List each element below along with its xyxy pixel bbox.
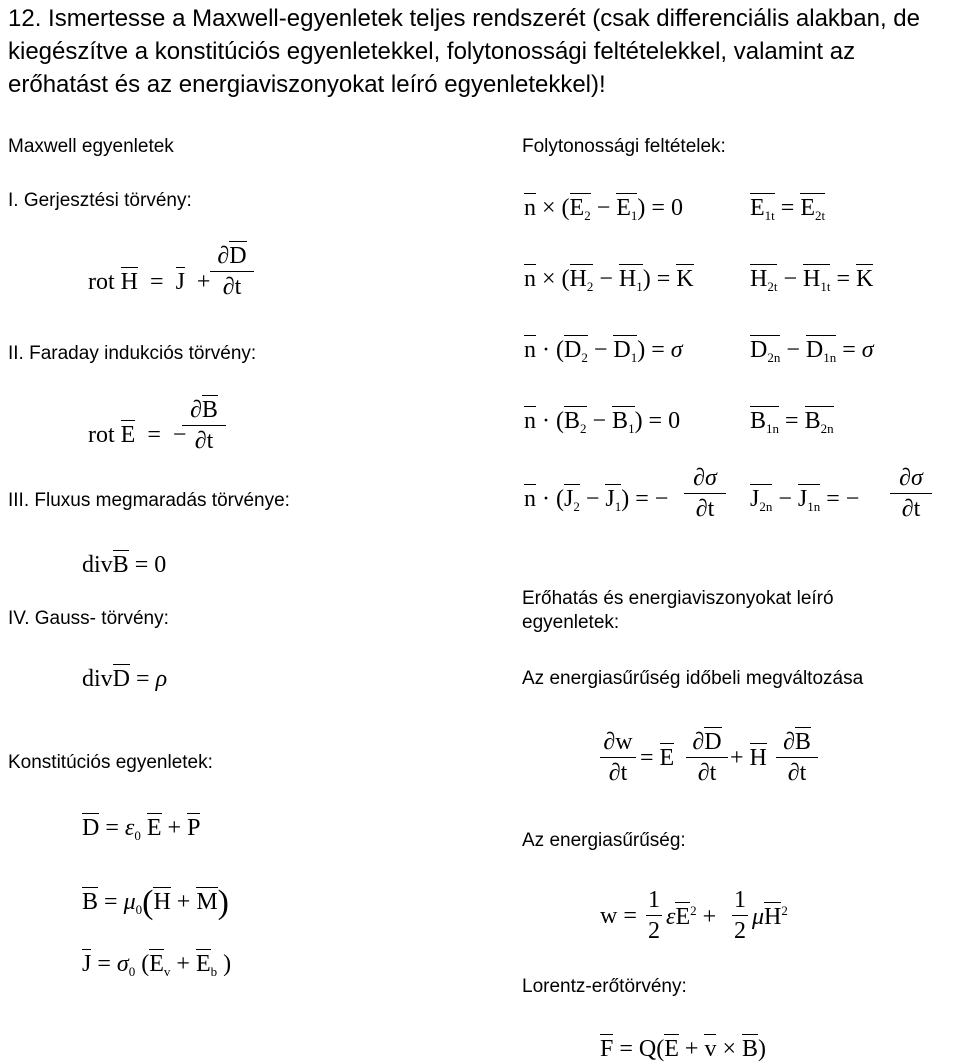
equation-div-b: divB = 0 [82,552,167,578]
law-4-title: IV. Gauss- törvény: [8,608,169,629]
cond-e-tangential: $E_{1t} = E_{2t}$ [750,195,826,223]
cond-h-cross: $n \times (H_2 - H_1) = K$ [524,266,694,294]
maxwell-heading: Maxwell egyenletek [8,136,174,157]
cond-b-normal: $n \cdot (B_2 - B_1) = 0$ [524,408,681,436]
force-heading-line1: Erőhatás és energiaviszonyokat leíró [522,588,834,609]
lorentz-label: Lorentz-erőtörvény: [522,976,687,997]
equation-b: $B = \mu_0(H + M)$ [82,884,229,921]
constitutive-heading: Konstitúciós egyenletek: [8,752,213,773]
force-heading-line2: egyenletek: [522,612,620,633]
law-3-title: III. Fluxus megmaradás törvénye: [8,490,290,511]
question-text: 12. Ismertesse a Maxwell-egyenletek teljes rendszerét (csak differenciális alakban, de kiegészítve a konstitúciós egyenletekkel, folytonossági feltételekkel, valamint az erőhatást és az energiaviszonyokat leíró egyenletekkel)! [8,5,920,98]
law-1-title: I. Gerjesztési törvény: [8,190,192,211]
energy-change-label: Az energiasűrűség időbeli megváltozása [522,668,864,689]
law-2-title: II. Faraday indukciós törvény: [8,343,257,364]
equation-div-d: divD = ρ [82,666,168,692]
continuity-heading: Folytonossági feltételek: [522,136,726,157]
energy-density-label: Az energiasűrűség: [522,830,686,851]
cond-d-normal: $n \cdot (D_2 - D_1) = \sigma$ [524,337,683,365]
equation-lorentz: F = Q(E + v × B) [600,1036,766,1062]
cond-d-n: $D_{2n} - D_{1n} = \sigma$ [750,337,874,365]
cond-h-tangential: $H_{2t} - H_{1t} = K$ [750,266,874,294]
cond-b-n: $B_{1n} = B_{2n}$ [750,408,834,436]
equation-j: $J = \sigma_0$ ($E_v + E_b$ ) [82,951,232,979]
cond-e-cross: $n \times (E_2 - E_1) = 0$ [524,195,683,223]
equation-d: $D = \varepsilon_0$ E + P [82,815,201,843]
